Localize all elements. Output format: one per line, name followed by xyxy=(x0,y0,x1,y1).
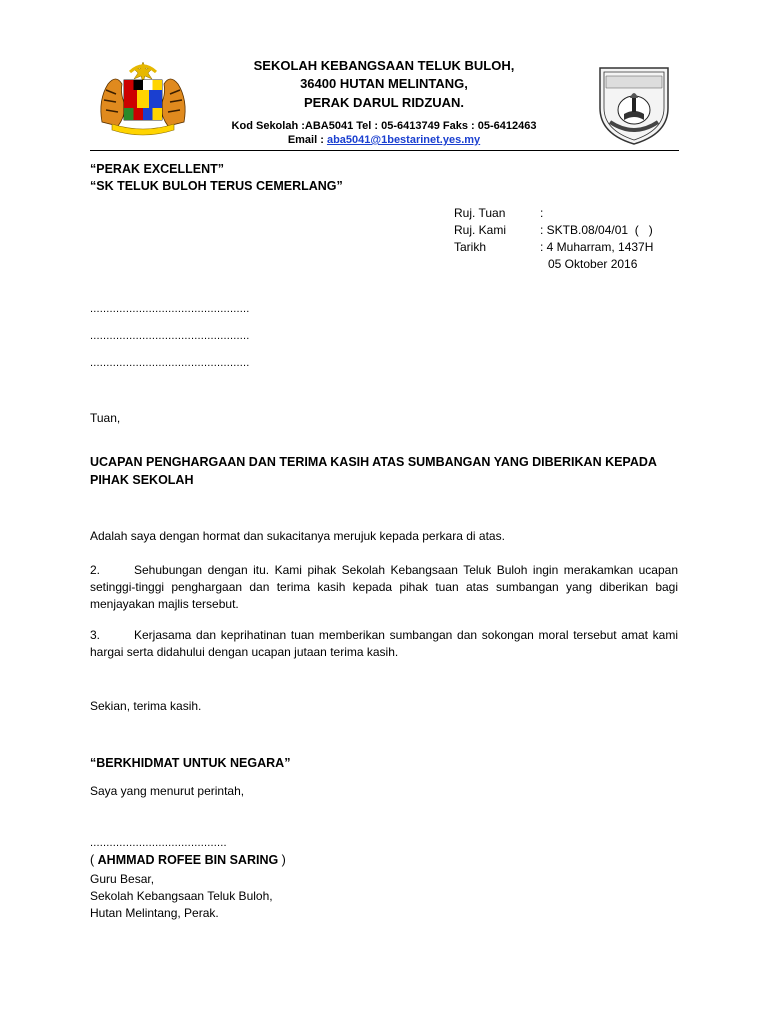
paragraph-3-text: Kerjasama dan keprihatinan tuan memberikan sumbangan dan sokongan moral tersebut amat kami hargai serta didahului dengan ucapan jutaan terima kasih. xyxy=(90,628,678,659)
header-divider xyxy=(90,150,679,151)
sekian: Sekian, terima kasih. xyxy=(90,699,202,713)
slogan-line-2: “SK TELUK BULOH TERUS CEMERLANG” xyxy=(90,179,343,193)
closing-motto: “BERKHIDMAT UNTUK NEGARA” xyxy=(90,756,291,770)
recipient-line-3: ................................................. xyxy=(90,357,250,369)
paragraph-2-number: 2. xyxy=(90,563,101,577)
subject: UCAPAN PENGHARGAAN DAN TERIMA KASIH ATAS SUMBANGAN YANG DIBERIKAN KEPADA PIHAK SEKOLAH xyxy=(90,455,657,487)
paragraph-3 xyxy=(90,627,678,661)
signatory-title: Guru Besar, xyxy=(90,872,155,886)
paragraph-2 xyxy=(90,562,678,613)
ruj-kami-value: : SKTB.08/04/01 ( ) xyxy=(540,223,653,237)
name-close-paren: ) xyxy=(278,853,286,867)
email-link[interactable]: aba5041@1bestarinet.yes.my xyxy=(326,134,481,146)
paragraph-2-text: Sehubungan dengan itu. Kami pihak Sekolah Kebangsaan Teluk Buloh ingin merakamkan ucapan setinggi-tinggi penghargaan dan terima kasih kepada pihak tuan atas sumbangan yang diberikan bagi menjayakan majlis tersebut. xyxy=(90,563,678,611)
signatory-name-text: AHMMAD ROFEE BIN SARING xyxy=(97,853,279,867)
paragraph-3-number: 3. xyxy=(90,628,101,642)
name-open-paren: ( xyxy=(90,853,98,867)
tarikh-value-2: 05 Oktober 2016 xyxy=(548,257,638,271)
email-line xyxy=(0,134,768,146)
ruj-tuan-value: : xyxy=(540,206,544,220)
signature-line: .......................................... xyxy=(90,837,227,849)
recipient-line-1: ................................................. xyxy=(90,303,250,315)
signatory-place: Hutan Melintang, Perak. xyxy=(90,906,219,920)
ruj-kami-label: Ruj. Kami xyxy=(454,223,507,237)
address-line-1: 36400 HUTAN MELINTANG, xyxy=(300,76,468,91)
tarikh-value: : 4 Muharram, 1437H xyxy=(540,240,654,254)
ruj-tuan-label: Ruj. Tuan xyxy=(454,206,506,220)
paragraph-1: Adalah saya dengan hormat dan sukacitanya merujuk kepada perkara di atas. xyxy=(90,529,505,543)
tarikh-label: Tarikh xyxy=(454,240,487,254)
salutation: Tuan, xyxy=(90,411,121,425)
school-name: SEKOLAH KEBANGSAAN TELUK BULOH, xyxy=(253,58,515,73)
slogan-line-1: “PERAK EXCELLENT” xyxy=(90,162,225,176)
contact-line: Kod Sekolah :ABA5041 Tel : 05-6413749 Faks : 05-6412463 xyxy=(231,120,537,132)
recipient-line-2: ................................................. xyxy=(90,330,250,342)
email-label: Email : xyxy=(287,134,324,146)
address-line-2: PERAK DARUL RIDZUAN. xyxy=(303,95,465,110)
signatory-org: Sekolah Kebangsaan Teluk Buloh, xyxy=(90,889,273,903)
perintah: Saya yang menurut perintah, xyxy=(90,784,245,798)
signatory-name xyxy=(90,853,286,867)
